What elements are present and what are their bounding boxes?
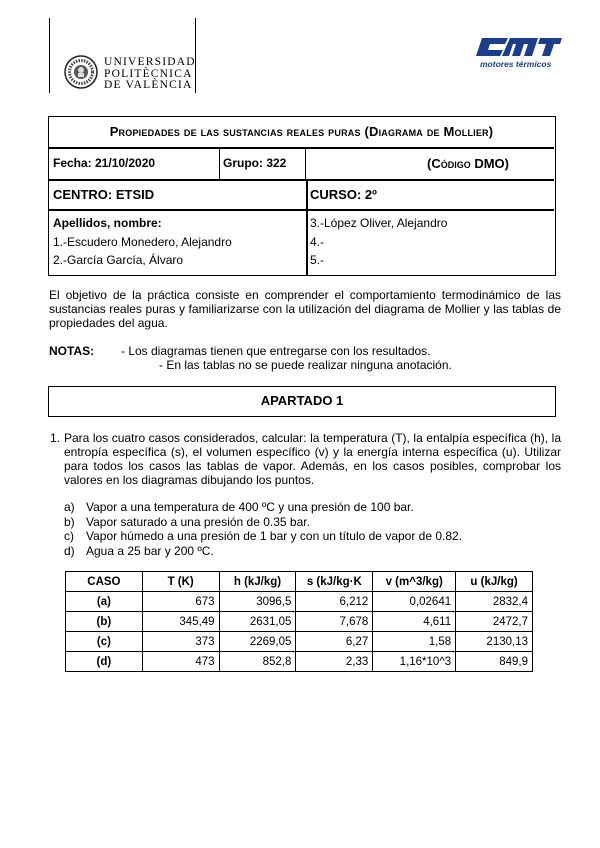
codigo-field: (Código DMO) xyxy=(427,156,509,171)
table-cell: 6,27 xyxy=(296,632,373,652)
case-d xyxy=(64,544,462,559)
table-cell: (c) xyxy=(66,632,143,652)
nota-1: - Los diagramas tienen que entregarse con los resultados. xyxy=(121,344,431,358)
question-text: Para los cuatro casos considerados, calcular: la temperatura (T), la entalpía específica (h), la entropía específica (s), el volumen específico (v) y la energía interna específica (u). Utilizar para todos los casos las tablas de vapor. Además, en los casos posibles, comprobar los valores en los diagramas dibujando los puntos. xyxy=(64,431,561,487)
question-number: 1. xyxy=(50,431,61,445)
cases-list xyxy=(64,500,462,558)
curso-field: CURSO: 2º xyxy=(310,187,377,202)
table-header-caso: CASO xyxy=(66,572,143,592)
table-cell: (b) xyxy=(66,612,143,632)
table-cell: 6,212 xyxy=(296,592,373,612)
table-cell: 2472,7 xyxy=(456,612,533,632)
student-3: 3.-López Oliver, Alejandro xyxy=(310,216,448,230)
table-header-h: h (kJ/kg) xyxy=(219,572,296,592)
table-cell: (d) xyxy=(66,652,143,672)
nota-2: - En las tablas no se puede realizar ninguna anotación. xyxy=(159,358,452,372)
university-line-2: POLITÈCNICA xyxy=(104,67,193,80)
table-cell: 673 xyxy=(142,592,219,612)
table-cell: 852,8 xyxy=(219,652,296,672)
case-c-text: Vapor húmedo a una presión de 1 bar y con un título de vapor de 0.82. xyxy=(86,529,463,543)
case-b-text: Vapor saturado a una presión de 0.35 bar. xyxy=(86,514,310,529)
case-d-letter: d) xyxy=(64,543,75,558)
case-a-text: Vapor a una temperatura de 400 ºC y una presión de 100 bar. xyxy=(86,500,414,514)
table-header-v: v (m^3/kg) xyxy=(373,572,456,592)
table-row xyxy=(66,612,533,632)
table-cell: 849,9 xyxy=(456,652,533,672)
table-cell: 3096,5 xyxy=(219,592,296,612)
table-row xyxy=(66,632,533,652)
table-cell: 345,49 xyxy=(142,612,219,632)
section-header-box xyxy=(48,386,556,417)
table-cell: 0,02641 xyxy=(373,592,456,612)
case-c-letter: c) xyxy=(64,529,74,543)
col-divider-3 xyxy=(306,180,308,275)
university-seal-icon xyxy=(64,55,98,89)
case-c xyxy=(64,529,462,544)
table-cell: 7,678 xyxy=(296,612,373,632)
table-cell: 1,58 xyxy=(373,632,456,652)
col-divider-1 xyxy=(219,148,220,179)
grupo-field: Grupo: 322 xyxy=(223,156,287,170)
student-2: 2.-García García, Álvaro xyxy=(53,253,184,267)
case-d-text: Agua a 25 bar y 200 ºC. xyxy=(86,543,214,558)
student-1: 1.-Escudero Monedero, Alejandro xyxy=(53,234,232,249)
table-row xyxy=(66,652,533,672)
section-title: APARTADO 1 xyxy=(260,393,344,408)
fecha-field: Fecha: 21/10/2020 xyxy=(53,156,156,170)
table-cell: 373 xyxy=(142,632,219,652)
case-b-letter: b) xyxy=(64,514,75,529)
names-left xyxy=(53,214,303,270)
names-right xyxy=(310,214,550,270)
table-cell: 2130,13 xyxy=(456,632,533,652)
header-divider-left xyxy=(49,18,50,93)
col-divider-2 xyxy=(305,148,306,179)
university-line-1: UNIVERSIDAD xyxy=(104,56,196,68)
table-cell: 2631,05 xyxy=(219,612,296,632)
table-row xyxy=(66,592,533,612)
form-box xyxy=(48,116,556,276)
table-header-t: T (K) xyxy=(142,572,219,592)
student-5: 5.- xyxy=(310,253,325,267)
cmt-logo xyxy=(476,36,566,76)
table-cell: 1,16*10^3 xyxy=(373,652,456,672)
intro-paragraph: El objetivo de la práctica consiste en comprender el comportamiento termodinámico de las sustancias reales puras y familiarizarse con la utilización del diagrama de Mollier y las tablas de propiedades del agua. xyxy=(49,288,561,330)
row-divider-3 xyxy=(49,209,554,211)
table-cell: 4,611 xyxy=(373,612,456,632)
table-header-s: s (kJ/kg·K xyxy=(296,572,373,592)
table-cell: 2,33 xyxy=(296,652,373,672)
cmt-logo-mark-icon xyxy=(476,36,562,58)
notas-label: NOTAS: xyxy=(49,344,95,358)
table-cell: (a) xyxy=(66,592,143,612)
table-cell: 2832,4 xyxy=(456,592,533,612)
student-4: 4.- xyxy=(310,234,325,249)
form-title: Propiedades de las sustancias reales puras (Diagrama de Mollier) xyxy=(109,124,494,139)
table-cell: 473 xyxy=(142,652,219,672)
results-table xyxy=(65,571,533,672)
case-b xyxy=(64,515,462,530)
table-header-row xyxy=(66,572,533,592)
apellidos-label: Apellidos, nombre: xyxy=(53,216,162,230)
university-line-3: DE VALÈNCIA xyxy=(104,79,193,91)
table-cell: 2269,05 xyxy=(219,632,296,652)
university-name xyxy=(104,57,214,92)
centro-field: CENTRO: ETSID xyxy=(53,187,155,202)
cmt-subtitle: motores térmicos xyxy=(480,59,552,69)
case-a xyxy=(64,500,462,515)
table-header-u: u (kJ/kg) xyxy=(456,572,533,592)
case-a-letter: a) xyxy=(64,500,75,514)
